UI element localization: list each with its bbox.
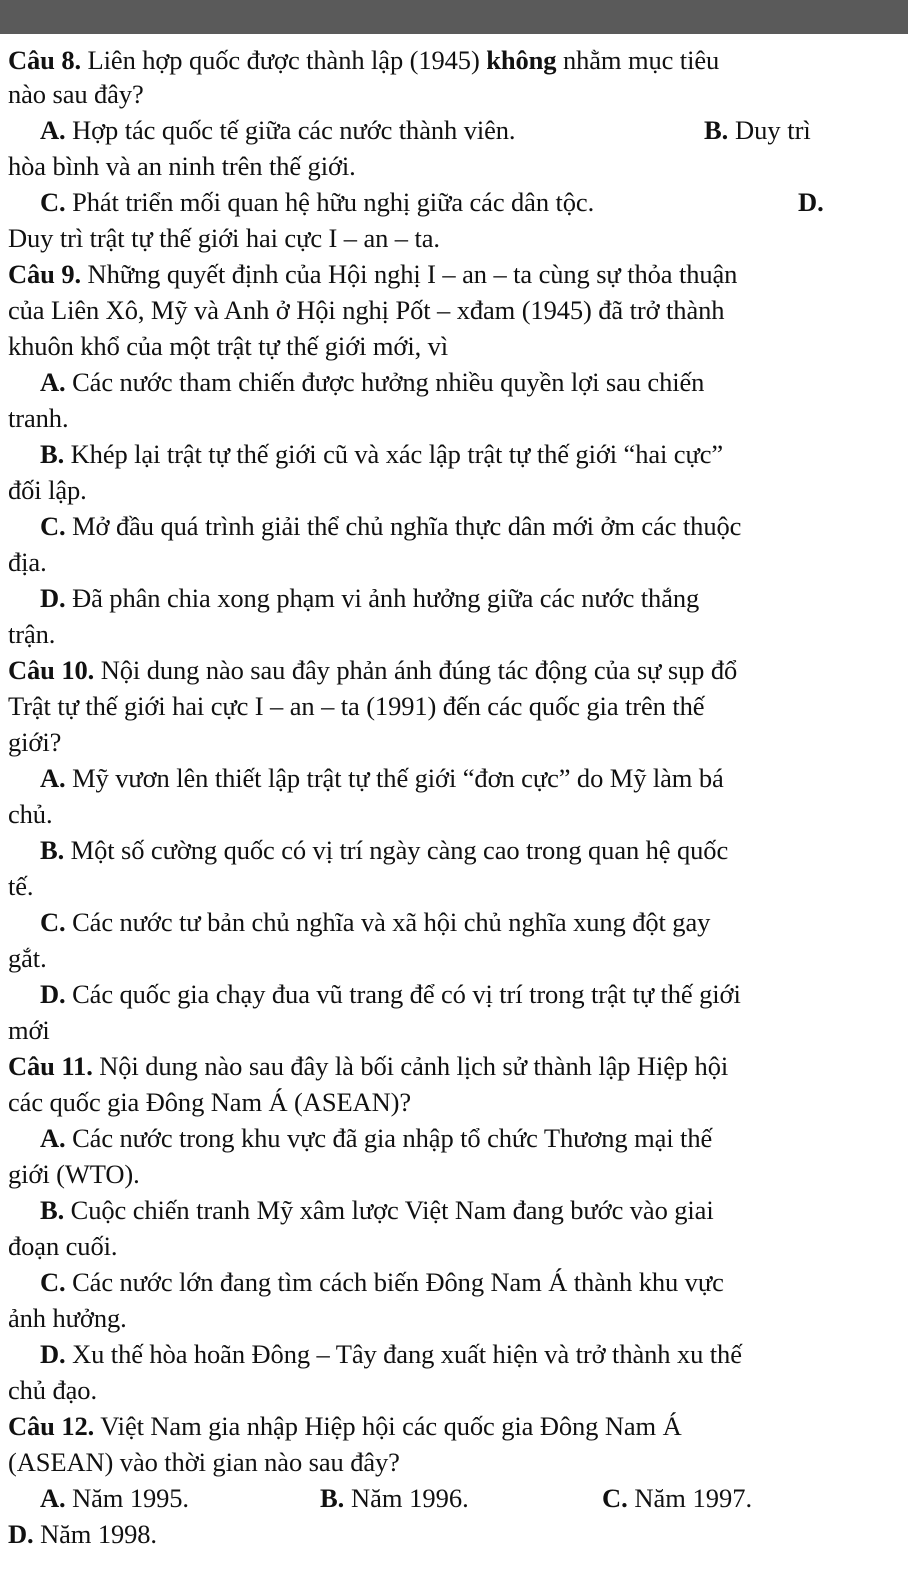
question-10-option-c-cont: gắt. [8, 943, 47, 973]
top-bar [0, 0, 908, 34]
question-9-stem-cont: khuôn khổ của một trật tự thế giới mới, vì [8, 331, 449, 361]
question-11-stem: Câu 11. Nội dung nào sau đây là bối cảnh lịch sử thành lập Hiệp hội [8, 1051, 729, 1081]
question-8-option-d-label: D. [798, 187, 824, 217]
question-9-option-c: C. Mở đầu quá trình giải thể chủ nghĩa thực dân mới ởm các thuộc [40, 511, 742, 541]
question-9-option-a: A. Các nước tham chiến được hưởng nhiều quyền lợi sau chiến [40, 367, 705, 397]
question-12-option-d: D. Năm 1998. [8, 1519, 157, 1549]
question-11-option-d: D. Xu thế hòa hoãn Đông – Tây đang xuất hiện và trở thành xu thế [40, 1339, 742, 1369]
question-11-option-b-cont: đoạn cuối. [8, 1231, 118, 1261]
question-12-option-a: A. Năm 1995. [40, 1483, 189, 1513]
question-8-option-d: Duy trì trật tự thế giới hai cực I – an – ta. [8, 223, 440, 253]
question-9-option-b-cont: đối lập. [8, 475, 87, 505]
question-10-option-c: C. Các nước tư bản chủ nghĩa và xã hội chủ nghĩa xung đột gay [40, 907, 711, 937]
question-11-option-b: B. Cuộc chiến tranh Mỹ xâm lược Việt Nam đang bước vào giai [40, 1195, 714, 1225]
question-8-option-b: B. Duy trì [704, 115, 811, 145]
question-11-stem-cont: các quốc gia Đông Nam Á (ASEAN)? [8, 1087, 412, 1117]
question-12-stem-cont: (ASEAN) vào thời gian nào sau đây? [8, 1447, 400, 1477]
question-11-option-d-cont: chủ đạo. [8, 1375, 97, 1405]
document-page [0, 34, 908, 1595]
question-8-option-c: C. Phát triển mối quan hệ hữu nghị giữa các dân tộc. [40, 187, 595, 217]
question-8-option-a: A. Hợp tác quốc tế giữa các nước thành viên. [40, 115, 516, 145]
question-10-option-d-cont: mới [8, 1015, 50, 1045]
question-9-option-a-cont: tranh. [8, 403, 69, 433]
question-9-option-c-cont: địa. [8, 547, 47, 577]
question-8-stem-cont: nào sau đây? [8, 79, 144, 109]
question-8-option-b-cont: hòa bình và an ninh trên thế giới. [8, 151, 356, 181]
question-10-stem: Câu 10. Nội dung nào sau đây phản ánh đúng tác động của sự sụp đổ [8, 655, 738, 685]
question-12-option-b: B. Năm 1996. [320, 1483, 469, 1513]
question-9-stem-cont: của Liên Xô, Mỹ và Anh ở Hội nghị Pốt – xđam (1945) đã trở thành [8, 295, 725, 325]
question-10-stem-cont: giới? [8, 727, 62, 757]
question-10-option-a-cont: chủ. [8, 799, 53, 829]
question-11-option-c: C. Các nước lớn đang tìm cách biến Đông Nam Á thành khu vực [40, 1267, 724, 1297]
question-9-stem: Câu 9. Những quyết định của Hội nghị I – an – ta cùng sự thỏa thuận [8, 259, 738, 289]
question-9-option-d: D. Đã phân chia xong phạm vi ảnh hưởng giữa các nước thắng [40, 583, 700, 613]
question-10-stem-cont: Trật tự thế giới hai cực I – an – ta (1991) đến các quốc gia trên thế [8, 691, 705, 721]
question-10-option-a: A. Mỹ vươn lên thiết lập trật tự thế giới “đơn cực” do Mỹ làm bá [40, 763, 724, 793]
question-9-option-d-cont: trận. [8, 619, 56, 649]
question-11-option-c-cont: ảnh hưởng. [8, 1303, 127, 1333]
question-12-option-c: C. Năm 1997. [602, 1483, 753, 1513]
question-10-option-d: D. Các quốc gia chạy đua vũ trang để có vị trí trong trật tự thế giới [40, 979, 741, 1009]
question-9-option-b: B. Khép lại trật tự thế giới cũ và xác lập trật tự thế giới “hai cực” [40, 439, 724, 469]
question-11-option-a: A. Các nước trong khu vực đã gia nhập tổ chức Thương mại thế [40, 1123, 713, 1153]
question-10-option-b-cont: tế. [8, 871, 34, 901]
question-11-option-a-cont: giới (WTO). [8, 1159, 140, 1189]
question-10-option-b: B. Một số cường quốc có vị trí ngày càng cao trong quan hệ quốc [40, 835, 729, 865]
question-8-stem: Câu 8. Liên hợp quốc được thành lập (1945) không nhằm mục tiêu [8, 45, 720, 75]
question-12-stem: Câu 12. Việt Nam gia nhập Hiệp hội các quốc gia Đông Nam Á [8, 1411, 682, 1441]
